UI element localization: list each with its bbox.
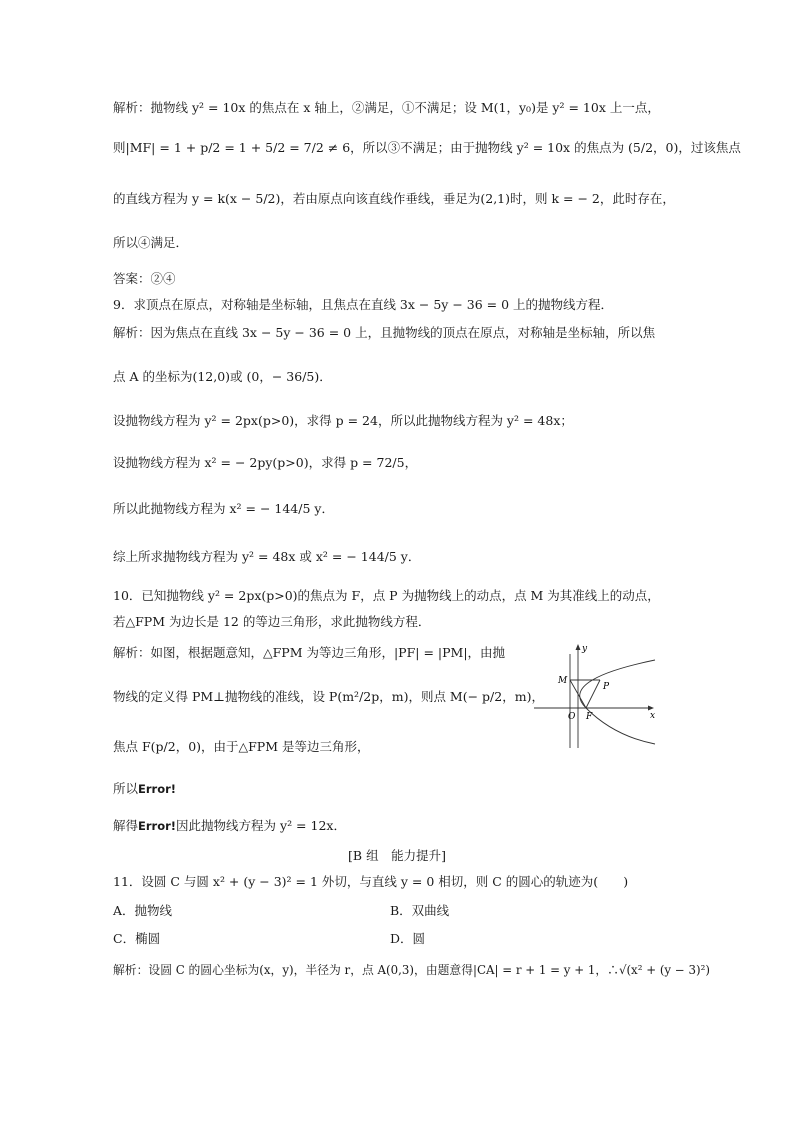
q10-result-text: 因此抛物线方程为 y² = 12x． [176,818,346,833]
q11-option-b: B．双曲线 [390,903,450,918]
q9-analysis-line-5: 所以此抛物线方程为 x² = − 144/5 y． [113,501,334,516]
label-p: P [603,682,610,692]
segment-pf [586,680,600,708]
section-heading: [B 组 能力提升] [348,848,446,863]
q9-analysis-line-2: 点 A 的坐标为(12,0)或 (0，− 36/5)． [113,369,332,384]
q10-analysis-line-2: 物线的定义得 PM⊥抛物线的准线，设 P(m²/2p，m)，则点 M(− p/2，m)， [113,689,544,704]
q10-solve-text: 解得 [113,818,139,833]
q8-analysis-line-1: 解析：抛物线 y² = 10x 的焦点在 x 轴上，②满足，①不满足；设 M(1，y₀)是 y² = 10x 上一点， [113,100,660,115]
q10-analysis-line-1: 解析：如图，根据题意知，△FPM 为等边三角形，|PF| = |PM|，由抛 [113,645,506,660]
q10-analysis-line-3: 焦点 F(p/2，0)，由于△FPM 是等边三角形， [113,739,370,754]
q10-so-text: 所以 [113,781,139,796]
x-axis-arrow [648,706,654,711]
q10-question-line-1: 10．已知抛物线 y² = 2px(p>0)的焦点为 F，点 P 为抛物线上的动点，点 M 为其准线上的动点， [113,588,660,603]
q9-analysis-line-6: 综上所求抛物线方程为 y² = 48x 或 x² = − 144/5 y． [113,549,421,564]
q11-option-d: D．圆 [390,931,426,946]
parabola-figure [530,640,665,752]
parabola-curve [580,660,655,744]
q11-analysis: 解析：设圆 C 的圆心坐标为(x，y)，半径为 r，点 A(0,3)，由题意得|CA| = r + 1 = y + 1，∴√(x² + (y − 3)²) [113,963,710,977]
q11-option-a: A．抛物线 [113,903,173,918]
q9-analysis-line-1: 解析：因为焦点在直线 3x − 5y − 36 = 0 上，且抛物线的顶点在原点，对称轴是坐标轴，所以焦 [113,325,656,340]
label-f: F [586,712,593,722]
q11-question: 11．设圆 C 与圆 x² + (y − 3)² = 1 外切，与直线 y = 0 相切，则 C 的圆心的轨迹为( ) [113,874,629,889]
q8-answer: 答案：②④ [113,271,176,286]
label-o: O [568,712,576,722]
q9-question: 9．求顶点在原点，对称轴是坐标轴，且焦点在直线 3x − 5y − 36 = 0 上的抛物线方程． [113,297,614,312]
q10-analysis-line-5 [113,817,346,835]
label-m: M [558,676,568,686]
q8-analysis-line-2: 则|MF| = 1 + p/2 = 1 + 5/2 = 7/2 ≠ 6，所以③不满足；由于抛物线 y² = 10x 的焦点为 (5/2，0)，过该焦点 [113,140,741,155]
error-text: Error! [138,782,177,796]
y-axis-arrow [576,644,581,650]
label-x: x [650,711,656,721]
error-text: Error! [138,819,177,833]
q11-option-c: C．椭圆 [113,931,161,946]
q10-analysis-line-4 [113,780,176,798]
q9-analysis-line-3: 设抛物线方程为 y² = 2px(p>0)，求得 p = 24，所以此抛物线方程为 y² = 48x； [113,413,573,428]
q8-analysis-line-3: 的直线方程为 y = k(x − 5/2)，若由原点向该直线作垂线，垂足为(2,1)时，则 k = − 2，此时存在， [113,191,675,206]
q8-analysis-line-4: 所以④满足． [113,235,189,250]
label-y: y [582,644,588,654]
q10-question-line-2: 若△FPM 为边长是 12 的等边三角形，求此抛物线方程． [113,614,431,629]
q9-analysis-line-4: 设抛物线方程为 x² = − 2py(p>0)，求得 p = 72/5， [113,455,418,470]
